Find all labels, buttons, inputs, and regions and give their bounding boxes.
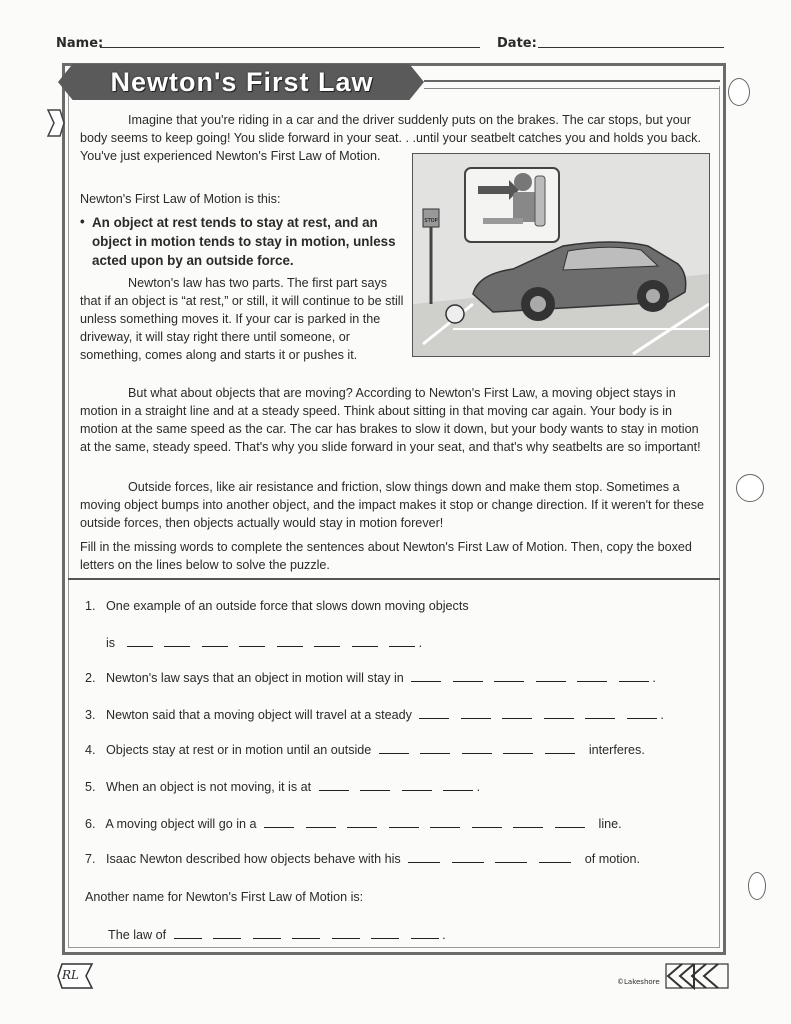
question-number: 3. [85, 708, 96, 722]
date-line[interactable] [538, 47, 724, 48]
date-label: Date: [497, 36, 537, 51]
question-end: . [660, 708, 664, 722]
question-end: . [652, 671, 656, 685]
question-number: 4. [85, 743, 96, 757]
question-number: 2. [85, 671, 96, 685]
name-line[interactable] [100, 47, 480, 48]
answer-blank[interactable] [419, 706, 449, 719]
answer-blank[interactable] [360, 778, 390, 791]
question-text: Objects stay at rest or in motion until an outside [106, 743, 372, 757]
answer-blank[interactable] [503, 741, 533, 754]
answer-blank[interactable] [443, 778, 473, 791]
hole-punch-top [728, 78, 750, 106]
question-number: 6. [85, 817, 96, 831]
question-end: . [476, 780, 481, 794]
question-6 [85, 815, 622, 833]
puzzle-blank[interactable] [371, 926, 399, 939]
answer-blank[interactable] [539, 850, 571, 863]
answer-blank[interactable] [430, 815, 460, 828]
answer-blank[interactable] [461, 706, 491, 719]
puzzle-blank[interactable] [213, 926, 241, 939]
answer-blank[interactable] [420, 741, 450, 754]
puzzle-answer [108, 926, 446, 944]
answer-blank[interactable] [127, 634, 153, 647]
question-end: line. [598, 817, 622, 831]
answer-blank[interactable] [495, 850, 527, 863]
question-end: . [418, 636, 423, 650]
puzzle-blank[interactable] [174, 926, 202, 939]
puzzle-blank[interactable] [411, 926, 439, 939]
answer-blank[interactable] [453, 669, 483, 682]
left-chevron-icon [46, 108, 66, 138]
page-number: RL [62, 968, 80, 982]
puzzle-blank[interactable] [332, 926, 360, 939]
intro-paragraph-4: But what about objects that are moving? According to Newton's First Law, a moving object stays in motion in a straight line and at a steady speed. Think about sitting in that moving car again. Your body is in motion at the same speed as the car. The car has brakes to slow it down, but your body wants to stay in motion at the same, steady speed. That's why you slide forward in your seat, and that's why seatbelts are so important! [80, 386, 701, 454]
question-end: of motion. [584, 852, 641, 866]
puzzle-end: . [442, 928, 446, 942]
answer-blank[interactable] [555, 815, 585, 828]
answer-blank[interactable] [544, 706, 574, 719]
lakeshore-chevrons-icon [664, 962, 730, 990]
answer-blank[interactable] [627, 706, 657, 719]
intro-paragraph-3: Newton's law has two parts. The first part says that if an object is “at rest,” or still, it will continue to be still unless something moves it. If your car is parked in the driveway, it will stay right there until someone, or something, comes along and starts it or pushes it. [80, 276, 404, 362]
question-number: 7. [85, 852, 96, 866]
answer-blank[interactable] [264, 815, 294, 828]
question-text: A moving object will go in a [105, 817, 257, 831]
hole-punch-middle [736, 474, 764, 502]
name-label: Name: [56, 36, 104, 51]
questions-divider [68, 578, 720, 580]
answer-blank[interactable] [352, 634, 378, 647]
hole-punch-bottom [748, 872, 766, 900]
instructions: Fill in the missing words to complete the sentences about Newton's First Law of Motion. Then, copy the boxed letters on the lines below to solve the puzzle. [80, 540, 692, 572]
answer-blank[interactable] [408, 850, 440, 863]
answer-blank[interactable] [577, 669, 607, 682]
question-1 [85, 597, 469, 615]
puzzle-prefix: The law of [108, 928, 167, 942]
question-3 [85, 706, 664, 724]
question-end: interferes. [588, 743, 645, 757]
answer-blank[interactable] [202, 634, 228, 647]
intro-paragraph-2: Newton's First Law of Motion is this: [80, 192, 281, 206]
bullet-dot: • [80, 214, 85, 229]
answer-blank[interactable] [494, 669, 524, 682]
answer-blank[interactable] [314, 634, 340, 647]
intro-paragraph-1: Imagine that you're riding in a car and the driver suddenly puts on the brakes. The car stops, but your body seems to keep going! You slide forward in your seat. . .until your seatbelt catches you and holds you back. You've just experienced Newton's First Law of Motion. [80, 113, 701, 163]
question-number: 1. [85, 599, 96, 613]
puzzle-blank[interactable] [253, 926, 281, 939]
answer-blank[interactable] [585, 706, 615, 719]
answer-blank[interactable] [164, 634, 190, 647]
answer-blank[interactable] [389, 634, 415, 647]
answer-blank[interactable] [411, 669, 441, 682]
question-text: When an object is not moving, it is at [106, 780, 312, 794]
answer-blank[interactable] [277, 634, 303, 647]
answer-blank[interactable] [513, 815, 543, 828]
question-number: 5. [85, 780, 96, 794]
question-text: Isaac Newton described how objects behave with his [106, 852, 401, 866]
answer-blank[interactable] [402, 778, 432, 791]
question-2 [85, 669, 656, 687]
answer-blank[interactable] [239, 634, 265, 647]
answer-blank[interactable] [545, 741, 575, 754]
question-1-answer [106, 634, 422, 652]
answer-blank[interactable] [319, 778, 349, 791]
car-illustration [412, 153, 710, 357]
law-statement: An object at rest tends to stay at rest, and an object in motion tends to stay in motion, unless acted upon by an outside force. [92, 215, 396, 268]
answer-blank[interactable] [306, 815, 336, 828]
title-stripe [424, 80, 720, 89]
answer-blank[interactable] [502, 706, 532, 719]
question-text: Newton's law says that an object in motion will stay in [106, 671, 404, 685]
question-text: Newton said that a moving object will travel at a steady [106, 708, 412, 722]
copyright: ©Lakeshore [617, 978, 660, 986]
answer-blank[interactable] [462, 741, 492, 754]
answer-blank[interactable] [619, 669, 649, 682]
answer-blank[interactable] [389, 815, 419, 828]
question-text: One example of an outside force that slows down moving objects [106, 599, 469, 613]
answer-blank[interactable] [536, 669, 566, 682]
answer-blank[interactable] [379, 741, 409, 754]
answer-blank[interactable] [347, 815, 377, 828]
question-continuation: is [106, 636, 116, 650]
question-4 [85, 741, 645, 759]
puzzle-prompt: Another name for Newton's First Law of Motion is: [85, 890, 364, 904]
stop-sign-text: STOP [424, 218, 438, 224]
answer-blank[interactable] [472, 815, 502, 828]
answer-blank[interactable] [452, 850, 484, 863]
question-5 [85, 778, 480, 796]
puzzle-blank[interactable] [292, 926, 320, 939]
question-7 [85, 850, 640, 868]
intro-paragraph-5: Outside forces, like air resistance and friction, slow things down and make them stop. Sometimes a moving object bumps into another object, and the impact makes it stop or change direction. If it weren't for these outside forces, then objects actually would stay in motion forever! [80, 480, 705, 530]
page-title: Newton's First Law [110, 67, 374, 97]
